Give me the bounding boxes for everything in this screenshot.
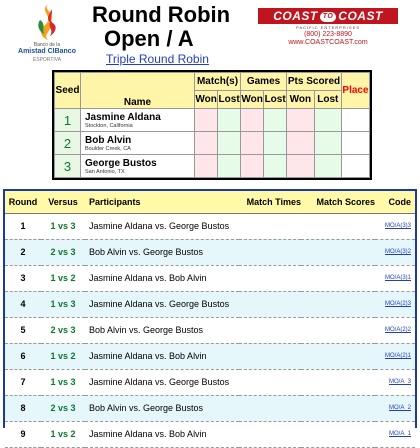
stat-cell[interactable] <box>264 155 287 178</box>
pts-header: Pts Scored <box>287 73 342 91</box>
versus-value: 2 vs 3 <box>41 395 85 421</box>
place-cell[interactable] <box>341 109 369 132</box>
round-number: 6 <box>5 343 41 369</box>
match-code-link[interactable]: MO/A(2)2 <box>375 317 415 343</box>
sponsor-caption-bottom: ESPORTIVA <box>32 57 62 63</box>
match-score-cell[interactable] <box>301 213 375 239</box>
schedule-row <box>5 369 415 395</box>
stat-cell[interactable] <box>287 155 315 178</box>
schedule-row <box>5 239 415 265</box>
player-location: San Antonio, TX <box>85 168 125 175</box>
player-cell <box>81 155 195 178</box>
seed-value: 3 <box>55 155 81 178</box>
standings-table <box>52 70 372 180</box>
round-number: 4 <box>5 291 41 317</box>
match-code-link[interactable]: MO/A_1 <box>375 421 415 447</box>
match-score-cell[interactable] <box>301 343 375 369</box>
page-title-line2: Open / A <box>104 26 194 51</box>
match-score-cell[interactable] <box>301 291 375 317</box>
seed-header: Seed <box>55 73 81 109</box>
match-time-cell[interactable] <box>239 213 301 239</box>
match-time-cell[interactable] <box>239 395 301 421</box>
round-number: 8 <box>5 395 41 421</box>
participants-value: Jasmine Aldana vs. George Bustos <box>85 213 239 239</box>
matches-header: Match(s) <box>195 73 241 91</box>
seed-value: 2 <box>55 132 81 155</box>
player-name: Jasmine Aldana <box>85 111 161 123</box>
player-name: Bob Alvin <box>85 134 132 146</box>
place-cell[interactable] <box>341 155 369 178</box>
stat-cell[interactable] <box>218 109 241 132</box>
match-score-cell[interactable] <box>301 369 375 395</box>
participants-value: Bob Alvin vs. George Bustos <box>85 395 239 421</box>
stat-cell[interactable] <box>241 109 264 132</box>
match-score-cell[interactable] <box>301 239 375 265</box>
match-time-cell[interactable] <box>239 343 301 369</box>
flame-logo-icon <box>34 2 60 42</box>
name-header: Name <box>81 73 195 109</box>
brand-right: COAST <box>338 9 383 23</box>
round-number: 7 <box>5 369 41 395</box>
versus-header: Versus <box>41 191 85 213</box>
match-time-cell[interactable] <box>239 317 301 343</box>
place-header: Place <box>341 73 369 109</box>
match-score-cell[interactable] <box>301 421 375 447</box>
standings-row <box>55 155 370 178</box>
games-lost-header: Lost <box>264 91 287 109</box>
versus-value: 2 vs 3 <box>41 239 85 265</box>
brand-tagline: PACIFIC ENTERPRISES <box>296 25 360 30</box>
versus-value: 1 vs 2 <box>41 265 85 291</box>
participants-value: Jasmine Aldana vs. George Bustos <box>85 291 239 317</box>
schedule-row <box>5 213 415 239</box>
player-name: George Bustos <box>85 157 157 169</box>
brand-mid: TO <box>320 12 337 22</box>
stat-cell[interactable] <box>287 109 315 132</box>
stat-cell[interactable] <box>218 132 241 155</box>
schedule-table <box>3 189 417 439</box>
schedule-row <box>5 291 415 317</box>
subtitle-link[interactable]: Triple Round Robin <box>106 52 209 66</box>
round-number: 1 <box>5 213 41 239</box>
versus-value: 1 vs 2 <box>41 421 85 447</box>
sponsor-caption-top: Banco de la <box>33 42 61 48</box>
stat-cell[interactable] <box>195 155 218 178</box>
games-header: Games <box>241 73 287 91</box>
schedule-row <box>5 421 415 447</box>
schedule-row <box>5 395 415 421</box>
games-won-header: Won <box>241 91 264 109</box>
place-cell[interactable] <box>341 132 369 155</box>
versus-value: 1 vs 2 <box>41 343 85 369</box>
match-time-cell[interactable] <box>239 239 301 265</box>
pts-lost-header: Lost <box>314 91 341 109</box>
match-code-link[interactable]: MO/A(3)1 <box>375 265 415 291</box>
round-number: 5 <box>5 317 41 343</box>
participants-value: Jasmine Aldana vs. Bob Alvin <box>85 343 239 369</box>
player-cell <box>81 109 195 132</box>
page-title-line1: Round Robin <box>92 2 231 27</box>
brand-bar <box>258 8 398 24</box>
versus-value: 1 vs 3 <box>41 369 85 395</box>
stat-cell[interactable] <box>195 132 218 155</box>
round-number: 3 <box>5 265 41 291</box>
stat-cell[interactable] <box>241 155 264 178</box>
participants-value: Bob Alvin vs. George Bustos <box>85 317 239 343</box>
round-number: 9 <box>5 421 41 447</box>
stat-cell[interactable] <box>287 132 315 155</box>
participants-value: Jasmine Aldana vs. George Bustos <box>85 369 239 395</box>
brand-website: www.COASTCOAST.com <box>288 39 368 46</box>
match-code-link[interactable]: MO/A(2)1 <box>375 343 415 369</box>
schedule-row <box>5 343 415 369</box>
match-score-cell[interactable] <box>301 265 375 291</box>
match-time-cell[interactable] <box>239 291 301 317</box>
player-location: Stockton, California <box>85 122 133 129</box>
match-score-cell[interactable] <box>301 317 375 343</box>
schedule-row <box>5 265 415 291</box>
match-time-cell[interactable] <box>239 421 301 447</box>
stat-cell[interactable] <box>314 155 341 178</box>
schedule-row <box>5 317 415 343</box>
match-time-cell[interactable] <box>239 265 301 291</box>
pts-won-header: Won <box>287 91 315 109</box>
player-cell <box>81 132 195 155</box>
round-header: Round <box>5 191 41 213</box>
participants-header: Participants <box>85 191 239 213</box>
stat-cell[interactable] <box>264 132 287 155</box>
stat-cell[interactable] <box>241 132 264 155</box>
match-code-link[interactable]: MO/A(3)2 <box>375 239 415 265</box>
brand-left: COAST <box>273 9 318 23</box>
match-scores-header: Match Scores <box>301 191 375 213</box>
sponsor-logo-right <box>258 8 398 48</box>
versus-value: 1 vs 3 <box>41 291 85 317</box>
match-code-link[interactable]: MO/A_3 <box>375 369 415 395</box>
stat-cell[interactable] <box>314 132 341 155</box>
stat-cell[interactable] <box>218 155 241 178</box>
code-header: Code <box>375 191 415 213</box>
sponsor-caption-main: Amistad CIBanco <box>18 48 76 55</box>
participants-value: Jasmine Aldana vs. Bob Alvin <box>85 421 239 447</box>
match-score-cell[interactable] <box>301 395 375 421</box>
participants-value: Bob Alvin vs. George Bustos <box>85 239 239 265</box>
brand-phone: (800) 223-8890 <box>304 31 352 38</box>
matches-lost-header: Lost <box>218 91 241 109</box>
participants-value: Jasmine Aldana vs. Bob Alvin <box>85 265 239 291</box>
match-time-cell[interactable] <box>239 369 301 395</box>
standings-row <box>55 132 370 155</box>
match-code-link[interactable]: MO/A(3)3 <box>375 213 415 239</box>
stat-cell[interactable] <box>314 109 341 132</box>
stat-cell[interactable] <box>195 109 218 132</box>
standings-row <box>55 109 370 132</box>
stat-cell[interactable] <box>264 109 287 132</box>
versus-value: 2 vs 3 <box>41 317 85 343</box>
versus-value: 1 vs 3 <box>41 213 85 239</box>
seed-value: 1 <box>55 109 81 132</box>
sponsor-logo-left <box>4 2 84 74</box>
match-code-link[interactable]: MO/A(2)3 <box>375 291 415 317</box>
round-number: 2 <box>5 239 41 265</box>
match-code-link[interactable]: MO/A_2 <box>375 395 415 421</box>
player-location: Boulder Creek, CA <box>85 145 131 152</box>
match-times-header: Match Times <box>239 191 301 213</box>
matches-won-header: Won <box>195 91 218 109</box>
